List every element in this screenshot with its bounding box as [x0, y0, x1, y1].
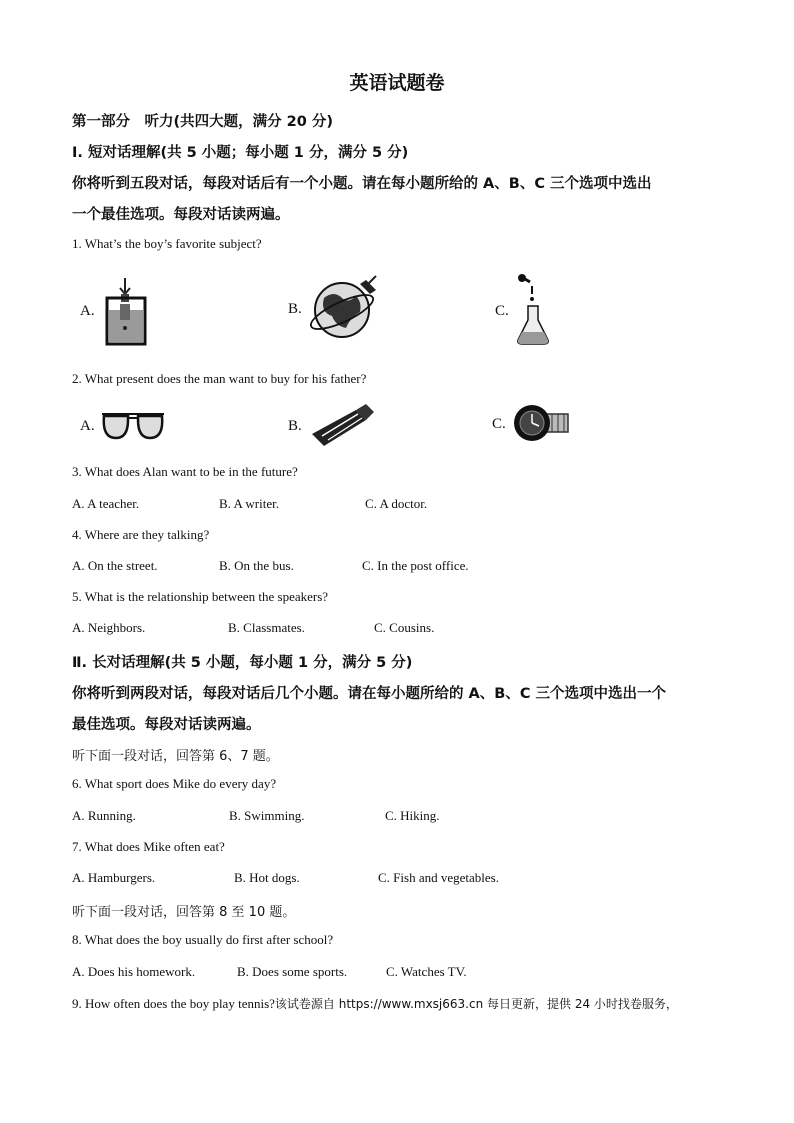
q8-option-a: A. Does his homework. — [72, 964, 196, 979]
q7-option-b: B. Hot dogs. — [234, 870, 300, 885]
q4-option-c: C. In the post office. — [362, 558, 469, 573]
q8-option-c: C. Watches TV. — [386, 964, 467, 979]
section2-heading: Ⅱ. 长对话理解(共 5 小题，每小题 1 分，满分 5 分) — [72, 655, 413, 671]
q2-option-c-label: C. — [492, 416, 506, 432]
question-8: 8. What does the boy usually do first after school? — [72, 932, 334, 947]
q1-option-c-label: C. — [495, 303, 509, 319]
dialog2-intro: 听下面一段对话，回答第 8 至 10 题。 — [72, 905, 296, 920]
dialog1-intro: 听下面一段对话，回答第 6、7 题。 — [72, 749, 279, 764]
globe-icon — [306, 272, 384, 344]
q1-option-b-label: B. — [288, 301, 302, 317]
q4-option-b: B. On the bus. — [219, 558, 294, 573]
question-5: 5. What is the relationship between the speakers? — [72, 589, 329, 604]
q6-option-c: C. Hiking. — [385, 808, 440, 823]
question-1: 1. What’s the boy’s favorite subject? — [72, 236, 262, 251]
q5-option-a: A. Neighbors. — [72, 620, 146, 635]
part1-heading: 第一部分 听力(共四大题，满分 20 分) — [72, 114, 334, 130]
q3-option-c: C. A doctor. — [365, 496, 428, 511]
q6-option-b: B. Swimming. — [229, 808, 305, 823]
question-9-text: 9. How often does the boy play tennis? — [72, 996, 275, 1011]
glasses-icon — [100, 408, 166, 444]
q2-option-b-label: B. — [288, 418, 302, 434]
beaker-icon — [104, 276, 150, 348]
question-6: 6. What sport does Mike do every day? — [72, 776, 277, 791]
page-title: 英语试题卷 — [349, 72, 445, 94]
q3-option-a: A. A teacher. — [72, 496, 140, 511]
q2-option-a-label: A. — [80, 418, 95, 434]
flask-icon — [512, 272, 554, 348]
watch-icon — [512, 402, 570, 444]
q4-option-a: A. On the street. — [72, 558, 158, 573]
section2-instruction-line2: 最佳选项。每段对话读两遍。 — [72, 717, 261, 733]
section1-instruction-line2: 一个最佳选项。每段对话读两遍。 — [72, 207, 290, 223]
q1-option-a-label: A. — [80, 303, 95, 319]
section1-instruction-line1: 你将听到五段对话，每段对话后有一个小题。请在每小题所给的 A、B、C 三个选项中选出 — [72, 176, 652, 192]
q5-option-b: B. Classmates. — [228, 620, 305, 635]
q7-option-c: C. Fish and vegetables. — [378, 870, 499, 885]
q5-option-c: C. Cousins. — [374, 620, 435, 635]
q7-option-a: A. Hamburgers. — [72, 870, 156, 885]
section2-instruction-line1: 你将听到两段对话，每段对话后几个小题。请在每小题所给的 A、B、C 三个选项中选出一个 — [72, 686, 667, 702]
question-7: 7. What does Mike often eat? — [72, 839, 225, 854]
q3-option-b: B. A writer. — [219, 496, 279, 511]
question-2: 2. What present does the man want to buy for his father? — [72, 371, 367, 386]
question-9 — [72, 995, 678, 1012]
source-note: 该试卷源自 https://www.mxsj663.cn 每日更新，提供 24 小时找卷服务， — [274, 997, 678, 1011]
q8-option-b: B. Does some sports. — [237, 964, 348, 979]
question-3: 3. What does Alan want to be in the future? — [72, 464, 298, 479]
tie-icon — [308, 400, 378, 450]
question-4: 4. Where are they talking? — [72, 527, 210, 542]
section1-heading: Ⅰ. 短对话理解(共 5 小题；每小题 1 分，满分 5 分) — [72, 145, 409, 161]
q6-option-a: A. Running. — [72, 808, 136, 823]
